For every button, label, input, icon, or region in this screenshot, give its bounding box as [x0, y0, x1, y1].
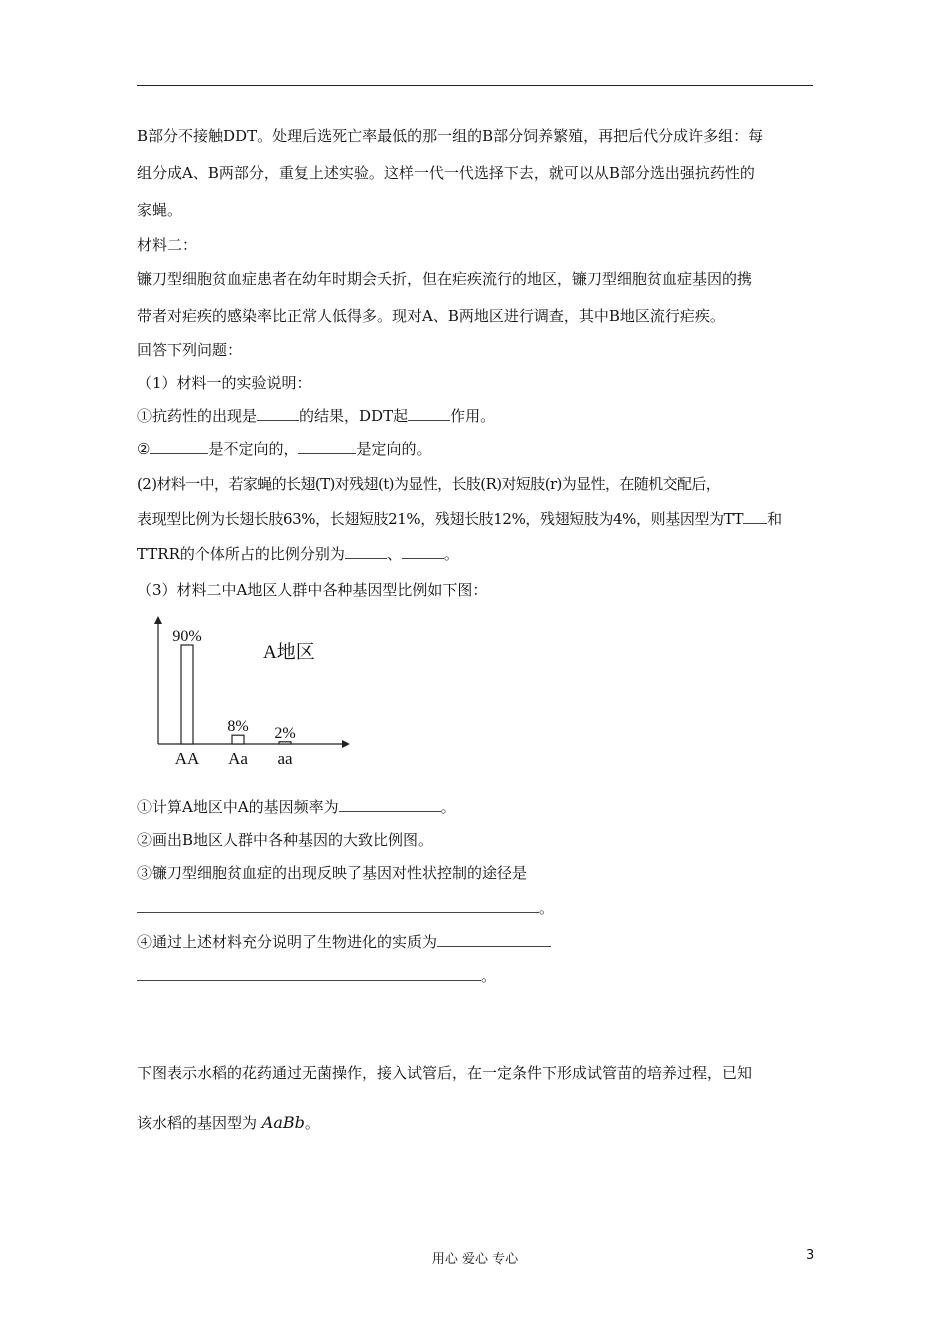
question-2-line: 表现型比例为长翅长肢63%，长翅短肢21%，残翅长肢12%，残翅短肢为4%，则基因型为TT 和	[137, 510, 782, 528]
category-label: aa	[277, 749, 293, 768]
question-3-item-3: ③镰刀型细胞贫血症的出现反映了基因对性状控制的途径是	[137, 864, 528, 882]
material-two-heading: 材料二：	[137, 236, 198, 254]
paragraph-line: 家蝇。	[137, 201, 183, 219]
answer-blank[interactable]	[437, 932, 551, 947]
category-label: Aa	[228, 749, 248, 768]
answer-blank[interactable]	[345, 544, 387, 559]
next-question-line: 下图表示水稻的花药通过无菌操作，接入试管后，在一定条件下形成试管苗的培养过程，已知	[137, 1064, 753, 1082]
genotype-formula: AaBb	[261, 1113, 305, 1132]
bar-AA	[181, 645, 193, 744]
bar-value-label: 90%	[172, 628, 202, 645]
paragraph-line: 镰刀型细胞贫血症患者在幼年时期会夭折，但在疟疾流行的地区，镰刀型细胞贫血症基因的携	[137, 270, 753, 288]
bar-aa	[279, 742, 291, 744]
answer-blank[interactable]	[150, 439, 208, 454]
answer-blank[interactable]	[257, 406, 299, 421]
page-number: 3	[806, 1248, 815, 1263]
chart-title: A地区	[263, 642, 315, 663]
bar-value-label: 2%	[274, 724, 296, 742]
question-1-item-2: ② 是不定向的， 是定向的。	[137, 440, 432, 458]
answer-blank[interactable]	[408, 406, 450, 421]
answer-blank[interactable]	[402, 544, 444, 559]
paragraph-line: 组分成A、B两部分，重复上述实验。这样一代一代选择下去，就可以从B部分选出强抗药性的	[137, 164, 755, 182]
genotype-bar-chart	[145, 612, 350, 772]
answer-blank[interactable]	[137, 966, 481, 981]
answer-blank[interactable]	[137, 898, 539, 913]
question-3-item-4-answer: 。	[137, 966, 496, 986]
bar-Aa	[232, 735, 244, 744]
question-3-item-4: ④通过上述材料充分说明了生物进化的实质为	[137, 932, 551, 952]
y-axis-arrow	[154, 616, 162, 624]
question-3-item-1: ①计算A地区中A的基因频率为 。	[137, 798, 456, 816]
paragraph-line: 带者对疟疾的感染率比正常人低得多。现对A、B两地区进行调查，其中B地区流行疟疾。	[137, 307, 725, 325]
answer-blank[interactable]	[298, 439, 356, 454]
answer-blank[interactable]	[743, 509, 767, 524]
question-3-item-2: ②画出B地区人群中各种基因的大致比例图。	[137, 831, 434, 849]
question-2-line: (2)材料一中，若家蝇的长翅(T)对残翅(t)为显性，长肢(R)对短肢(r)为显性，在随机交配后，	[137, 475, 721, 493]
question-2-line: TTRR的个体所占的比例分别为 、 。	[137, 545, 459, 563]
x-axis-arrow	[342, 740, 350, 748]
question-3-heading: （3）材料二中A地区人群中各种基因型比例如下图：	[137, 581, 488, 599]
next-question-line: 该水稻的基因型为 AaBb。	[137, 1113, 320, 1132]
header-rule	[137, 85, 813, 86]
bar-value-label: 8%	[227, 718, 249, 736]
question-3-item-3-answer: 。	[137, 898, 554, 918]
paragraph-line: B部分不接触DDT。处理后选死亡率最低的那一组的B部分饲养繁殖，再把后代分成许多组：每	[137, 127, 764, 145]
questions-heading: 回答下列问题：	[137, 341, 243, 359]
answer-blank[interactable]	[339, 797, 441, 812]
category-label: AA	[174, 749, 200, 768]
question-1-item-1: ①抗药性的出现是 的结果，DDT起 作用。	[137, 407, 496, 425]
question-1-heading: （1）材料一的实验说明：	[137, 374, 312, 392]
footer-motto: 用心 爱心 专心	[431, 1252, 519, 1267]
